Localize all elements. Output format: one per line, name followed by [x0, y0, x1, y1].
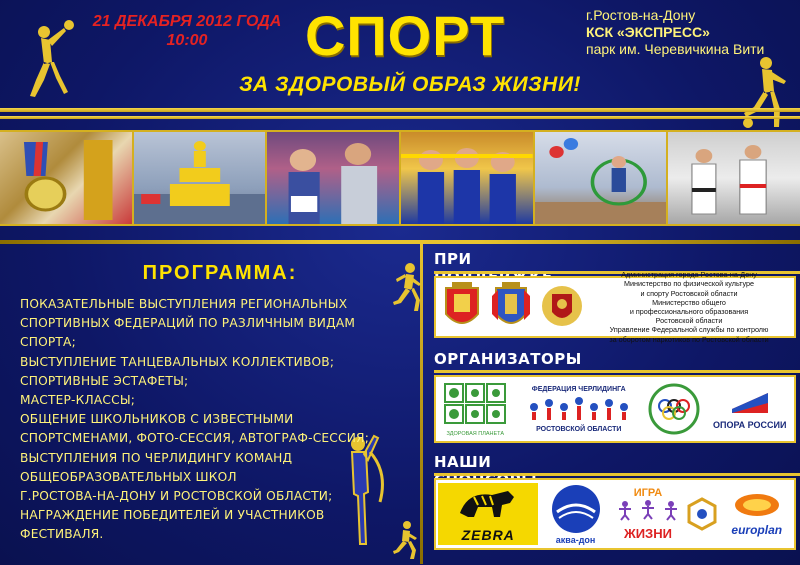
- organizers-underline: [434, 370, 800, 373]
- program-line: ВЫСТУПЛЕНИЕ ТАНЦЕВАЛЬНЫХ КОЛЛЕКТИВОВ;: [20, 354, 335, 369]
- akva-don-logo: [543, 484, 609, 545]
- venue-info: [586, 7, 796, 58]
- photo-medals: [0, 132, 132, 224]
- header: [0, 0, 800, 122]
- photo-hoop-children: [535, 132, 667, 224]
- zhizni-text: ЖИЗНИ: [623, 526, 672, 541]
- photo-cheerleaders-pyramid: [134, 132, 266, 224]
- program-line: ФЕСТИВАЛЯ.: [20, 527, 104, 542]
- program-title: ПРОГРАММА:: [142, 262, 298, 284]
- healthy-planet-caption: ЗДОРОВАЯ ПЛАНЕТА: [446, 430, 505, 437]
- akva-don-icon: [549, 484, 603, 534]
- cheerleaders-figures-icon: [524, 393, 634, 421]
- support-logos: [434, 270, 796, 344]
- rostov-region-coat-of-arms-icon: [488, 280, 534, 334]
- program-line: ВЫСТУПЛЕНИЯ ПО ЧЕРЛИДИНГУ КОМАНД: [20, 450, 293, 465]
- zebra-icon: [438, 483, 538, 527]
- igra-zhizni-logo: [613, 487, 683, 541]
- healthy-planet-logo: [440, 382, 510, 437]
- support-line: за оборотом наркотиков по Ростовской области: [609, 334, 769, 344]
- venue-place: КСК «ЭКСПРЕСС»: [586, 24, 710, 40]
- poster-subtitle: ЗА ЗДОРОВЫЙ ОБРАЗ ЖИЗНИ!: [239, 73, 581, 96]
- horizontal-divider: [0, 240, 800, 244]
- europlan-text: europlan: [731, 522, 783, 537]
- opora-rossii-text: ОПОРА РОССИИ: [712, 419, 787, 430]
- support-line: и профессионального образования: [629, 307, 749, 316]
- photo-strip: [0, 130, 800, 226]
- program-line: СПОРТИВНЫХ ФЕДЕРАЦИЙ ПО РАЗЛИЧНЫМ ВИДАМ: [20, 316, 356, 331]
- cheer-federation-top: ФЕДЕРАЦИЯ ЧЕРЛИДИНГА: [531, 385, 626, 393]
- cheer-federation-bottom: РОСТОВСКОЙ ОБЛАСТИ: [536, 425, 622, 433]
- akva-don-text: аква-дон: [555, 534, 596, 545]
- hexagon-emblem-icon: [687, 497, 717, 531]
- program-line: МАСТЕР-КЛАССЫ;: [20, 393, 136, 408]
- time-text: 10:00: [166, 32, 208, 49]
- orange-badge-icon: [733, 492, 781, 518]
- program-line: СПОРТСМЕНАМИ, ФОТО-СЕССИЯ, АВТОГРАФ-СЕССИЯ;: [20, 431, 370, 446]
- photo-girls-blue-yellow: [401, 132, 533, 224]
- venue-park: парк им. Черевичкина Вити: [586, 41, 765, 57]
- volleyball-player-icon: [14, 18, 76, 98]
- header-gold-line-2: [0, 116, 800, 119]
- support-organizations-text: [584, 270, 794, 344]
- program-list: [20, 295, 400, 545]
- zebra-logo: [438, 483, 538, 545]
- support-line: Управление Федеральной службы по контролю: [609, 325, 769, 335]
- support-line: и спорту Ростовской области: [640, 288, 738, 298]
- jumping-figures-icon: [615, 499, 681, 521]
- cheerleading-federation-logo: [519, 386, 639, 433]
- igra-text: ИГРА: [633, 487, 663, 499]
- sponsors-underline: [434, 473, 800, 476]
- fskn-emblem-icon: [540, 280, 584, 334]
- poster-title: СПОРТ: [304, 4, 506, 67]
- program-line: НАГРАЖДЕНИЕ ПОБЕДИТЕЛЕЙ И УЧАСТНИКОВ: [20, 508, 325, 523]
- program-line: ПОКАЗАТЕЛЬНЫЕ ВЫСТУПЛЕНИЯ РЕГИОНАЛЬНЫХ: [20, 297, 348, 311]
- support-line: Ростовской области: [655, 316, 723, 326]
- support-title: ПРИ: [434, 250, 472, 268]
- program-line: ОБЩЕОБРАЗОВАТЕЛЬНЫХ ШКОЛ: [20, 469, 237, 484]
- sponsors-logos: [434, 478, 796, 550]
- opora-flag-icon: [730, 389, 770, 415]
- support-line: Администрация города Ростова-на-Дону: [621, 270, 757, 280]
- support-line: Министерство общего: [652, 297, 726, 307]
- photo-karate: [668, 132, 800, 224]
- event-date: [82, 12, 292, 50]
- program-line: ОБЩЕНИЕ ШКОЛЬНИКОВ С ИЗВЕСТНЫМИ: [20, 412, 294, 427]
- program-line: Г.РОСТОВА-НА-ДОНУ И РОСТОВСКОЙ ОБЛАСТИ;: [20, 489, 333, 504]
- photo-children-posters: [267, 132, 399, 224]
- header-gold-line: [0, 108, 800, 112]
- organizers-title: ОРГАНИЗАТОРЫ: [434, 350, 582, 368]
- support-line: Министерство по физической культуре: [623, 279, 755, 289]
- healthy-planet-icon: [443, 382, 507, 426]
- venue-city: г.Ростов-на-Дону: [586, 7, 696, 23]
- olympic-wreath-emblem-icon: [647, 380, 701, 438]
- zebra-text: ZEBRA: [461, 527, 515, 543]
- europlan-logo: [722, 492, 792, 537]
- rostov-city-coat-of-arms-icon: [442, 280, 482, 334]
- opora-rossii-logo: [710, 389, 790, 430]
- date-text: 21 ДЕКАБРЯ 2012 ГОДА: [92, 13, 282, 30]
- program-line: СПОРТА;: [20, 335, 76, 350]
- sponsors-title: НАШИ: [434, 453, 492, 471]
- organizers-logos: [434, 375, 796, 443]
- program-line: СПОРТИВНЫЕ ЭСТАФЕТЫ;: [20, 373, 189, 388]
